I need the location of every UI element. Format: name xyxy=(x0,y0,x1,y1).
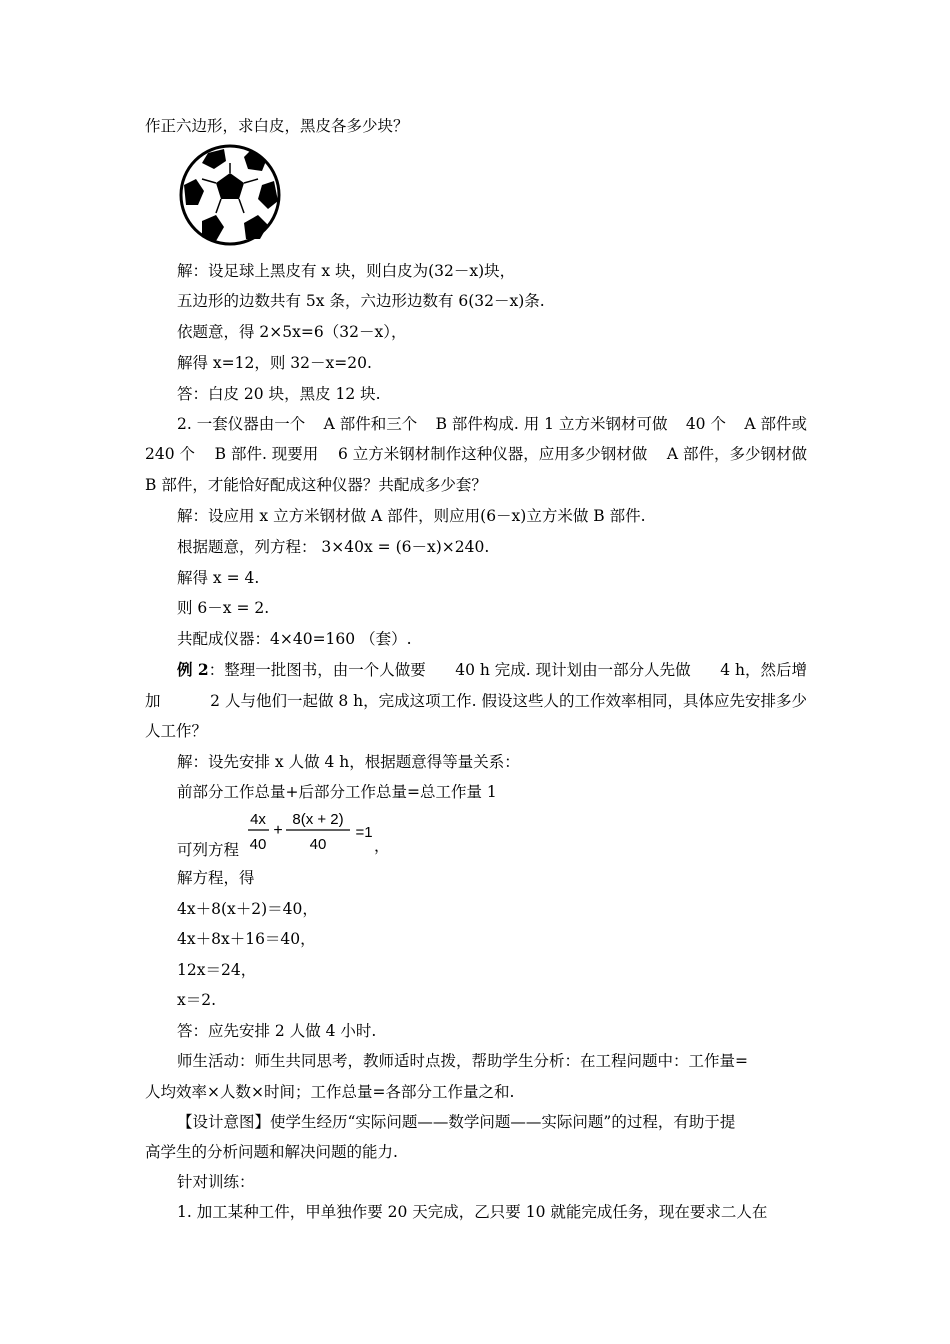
problem2-seg: 240 个 xyxy=(145,445,196,463)
equals-one: =1 xyxy=(355,824,373,841)
problem2-seg: A 部件或 xyxy=(744,415,807,433)
problem2-seg: B 部件构成. 用 1 立方米钢材可做 xyxy=(435,415,668,433)
solution3-step3: 12x＝24， xyxy=(177,961,257,979)
equation-comma: ， xyxy=(374,837,390,855)
solution3-line4: 解方程，得 xyxy=(177,869,255,887)
example2-line1 xyxy=(177,660,807,680)
problem2-seg: A 部件和三个 xyxy=(323,415,418,433)
solution3-line1: 解：设先安排 x 人做 4 h，根据题意得等量关系： xyxy=(177,753,520,771)
solution1-answer: 答：白皮 20 块，黑皮 12 块. xyxy=(177,385,381,403)
solution2-line3: 解得 x = 4. xyxy=(177,569,260,587)
design-intent-line2: 高学生的分析问题和解决问题的能力. xyxy=(145,1143,398,1161)
example2-line3: 人工作？ xyxy=(145,722,208,740)
example2-line2 xyxy=(145,691,807,711)
solution3-line2: 前部分工作总量+后部分工作总量=总工作量 1 xyxy=(177,783,497,801)
question-tail: 作正六边形，求白皮，黑皮各多少块？ xyxy=(145,117,409,135)
problem2-line1 xyxy=(177,414,807,434)
solution1-line1: 解：设足球上黑皮有 x 块，则白皮为(32－x)块， xyxy=(177,262,516,280)
solution2-answer: 共配成仪器：4×40=160 （套）. xyxy=(177,630,412,648)
solution2-line2: 根据题意，列方程： 3×40x = (6－x)×240. xyxy=(177,538,490,556)
example2-seg: 2 人与他们一起做 8 h，完成这项工作. 假设这些人的工作效率相同，具体应先安排多少 xyxy=(210,692,807,710)
solution2-line4: 则 6－x = 2. xyxy=(177,599,270,617)
design-intent-seg: 【设计意图】使学生经历“实际问题——数学问题——实际问题”的过程，有助于提 xyxy=(177,1113,736,1131)
fraction2-denominator: 40 xyxy=(309,836,327,853)
solution2-line1: 解：设应用 x 立方米钢材做 A 部件，则应用(6－x)立方米做 B 部件. xyxy=(177,507,646,525)
solution1-line2: 五边形的边数共有 5x 条，六边形边数有 6(32－x)条. xyxy=(177,292,545,310)
solution1-line3: 依题意，得 2×5x=6（32－x）， xyxy=(177,323,407,341)
soccer-ball-icon xyxy=(178,143,282,247)
problem2-seg: 6 立方米钢材制作这种仪器，应用多少钢材做 xyxy=(337,445,648,463)
example2-seg: 加 xyxy=(145,692,161,710)
fraction2-numerator: 8(x + 2) xyxy=(292,811,344,828)
solution1-line4: 解得 x=12，则 32－x=20. xyxy=(177,354,372,372)
fraction1-numerator: 4x xyxy=(250,811,266,828)
solution3-step2: 4x＋8x＋16＝40， xyxy=(177,930,316,948)
solution3-step4: x＝2. xyxy=(177,991,217,1009)
problem2-line3: B 部件，才能恰好配成这种仪器？共配成多少套？ xyxy=(145,476,487,494)
example2-seg: 4 h，然后增 xyxy=(720,661,807,679)
training-item1 xyxy=(177,1202,807,1222)
problem2-seg: 40 个 xyxy=(685,415,726,433)
design-intent-line1 xyxy=(177,1112,807,1132)
example2-label: 例 2 xyxy=(177,660,209,679)
solution3-equation-intro: 可列方程 xyxy=(177,841,240,859)
training-title: 针对训练： xyxy=(177,1173,255,1191)
problem2-seg: A 部件，多少钢材做 xyxy=(666,445,807,463)
solution3-step1: 4x＋8(x＋2)＝40， xyxy=(177,900,318,918)
fraction1-denominator: 40 xyxy=(249,836,267,853)
example2-seg: ：整理一批图书，由一个人做要 xyxy=(208,661,426,679)
problem2-seg: 2. 一套仪器由一个 xyxy=(177,415,306,433)
example2-seg: 40 h 完成. 现计划由一部分人先做 xyxy=(455,661,691,679)
fraction-equation xyxy=(246,806,386,858)
activity-line2: 人均效率×人数×时间；工作总量=各部分工作量之和. xyxy=(145,1083,515,1101)
plus-sign: + xyxy=(273,822,283,839)
solution3-answer: 答：应先安排 2 人做 4 小时. xyxy=(177,1022,377,1040)
activity-line1 xyxy=(177,1051,807,1071)
problem2-seg: B 部件. 现要用 xyxy=(214,445,319,463)
activity-seg: 师生活动：师生共同思考，教师适时点拨，帮助学生分析：在工程问题中：工作量= xyxy=(177,1052,748,1070)
problem2-line2 xyxy=(145,444,807,464)
training-seg: 1. 加工某种工件，甲单独作要 20 天完成，乙只要 10 就能完成任务，现在要求二人在 xyxy=(177,1203,768,1221)
